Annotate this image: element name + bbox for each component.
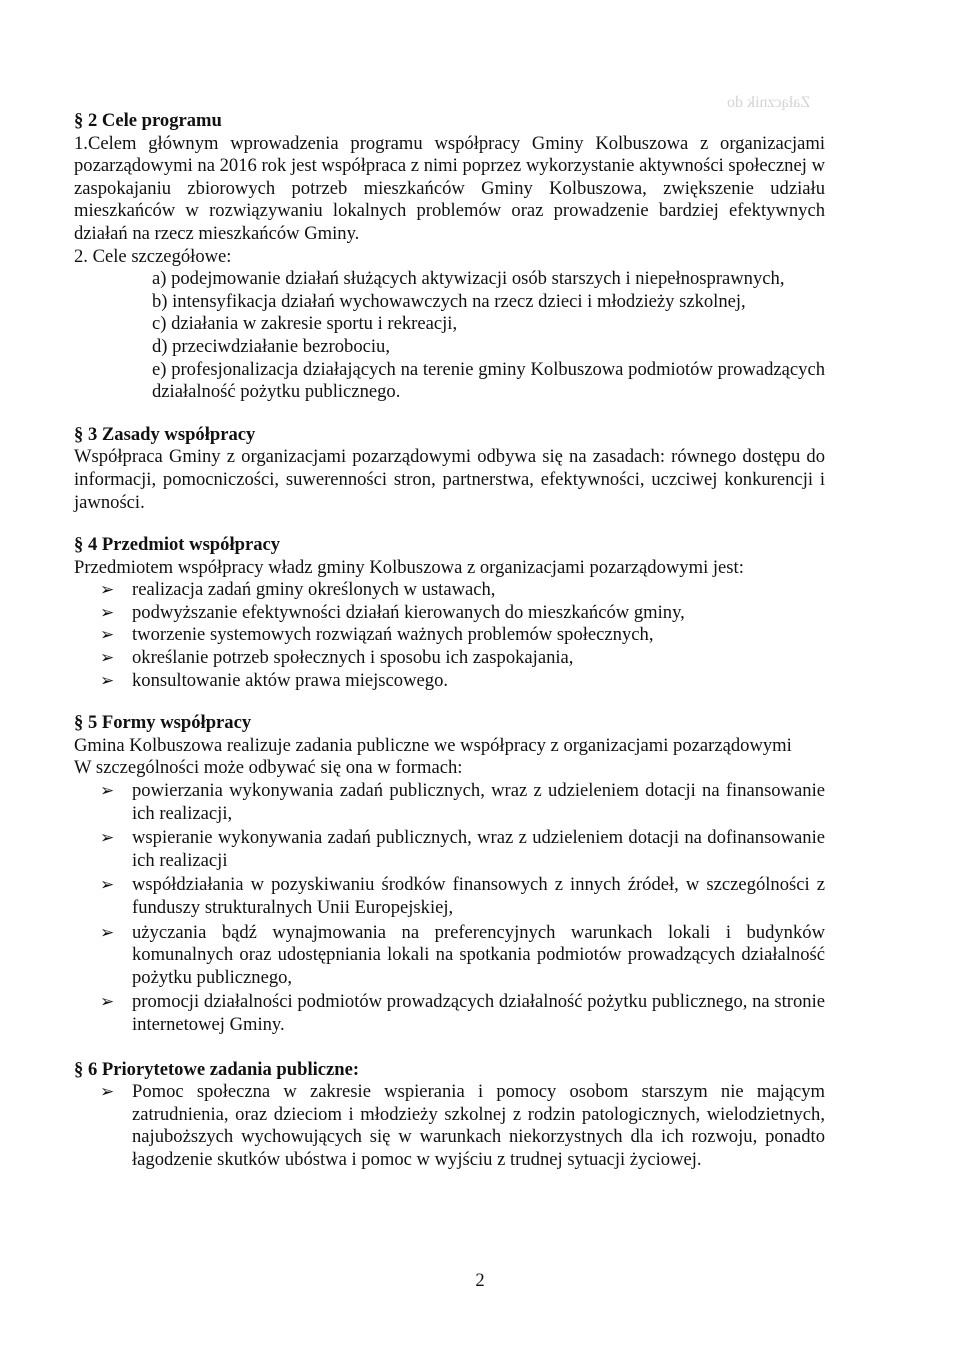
bleed-through-text: Załącznik do <box>726 94 810 111</box>
forms-intro-line-2: W szczególności może odbywać się ona w formach: <box>74 757 463 779</box>
forms-intro-line-1: Gmina Kolbuszowa realizuje zadania publiczne we współpracy z organizacjami pozarządowymi <box>74 734 792 756</box>
arrow-bullet-icon: ➢ <box>100 1082 115 1103</box>
forms-list <box>74 780 825 1037</box>
arrow-bullet-icon: ➢ <box>100 922 115 943</box>
arrow-bullet-icon: ➢ <box>100 875 115 896</box>
arrow-bullet-icon: ➢ <box>100 625 115 646</box>
list-item: ➢ powierzania wykonywania zadań publicznych, wraz z udzieleniem dotacji na finansowanie ich realizacji, <box>100 780 825 824</box>
section-principles <box>74 424 825 514</box>
objective-item: a) podejmowanie działań służących aktywizacji osób starszych i niepełnosprawnych, <box>152 268 785 290</box>
arrow-bullet-icon: ➢ <box>100 670 115 691</box>
subject-list <box>74 579 825 692</box>
list-item: ➢ współdziałania w pozyskiwaniu środków finansowych z innych źródeł, w szczególności z funduszy strukturalnych Unii Europejskiej, <box>100 874 825 918</box>
objective-item: b) intensyfikacja działań wychowawczych na rzecz dzieci i młodzieży szkolnej, <box>152 290 746 312</box>
subject-intro: Przedmiotem współpracy władz gminy Kolbuszowa z organizacjami pozarządowymi jest: <box>74 556 744 578</box>
list-item: ➢ określanie potrzeb społecznych i sposobu ich zaspokajania, <box>100 647 574 669</box>
arrow-bullet-icon: ➢ <box>100 648 115 669</box>
page-number: 2 <box>475 1270 485 1291</box>
priorities-list <box>74 1081 825 1171</box>
section-2-heading: § 2 Cele programu <box>74 110 222 131</box>
section-4-heading: § 4 Przedmiot współpracy <box>74 534 281 556</box>
list-item: ➢ promocji działalności podmiotów prowadzących działalność pożytku publicznego, na stronie internetowej Gminy. <box>100 991 825 1035</box>
section-forms <box>74 712 825 1036</box>
arrow-bullet-icon: ➢ <box>100 781 115 802</box>
objective-item: e) profesjonalizacja działających na terenie gminy Kolbuszowa podmiotów prowadzących działalność pożytku publicznego. <box>152 358 825 403</box>
arrow-bullet-icon: ➢ <box>100 828 115 849</box>
section-5-heading: § 5 Formy współpracy <box>74 712 252 734</box>
arrow-bullet-icon: ➢ <box>100 602 115 623</box>
main-goal-paragraph: 1.Celem głównym wprowadzenia programu współpracy Gminy Kolbuszowa z organizacjami pozarządowymi na 2016 rok jest współpraca z nimi poprzez wykorzystanie aktywności społecznej w zaspokajaniu zbiorowych potrzeb mieszkańców Gminy Kolbuszowa, zwiększenie udziału mieszkańców w rozwiązywaniu lokalnych problemów oraz prowadzenie bardziej efektywnych działań na rzecz mieszkańców Gminy. <box>74 132 825 244</box>
objective-item: d) przeciwdziałanie bezrobociu, <box>152 335 390 357</box>
section-3-heading: § 3 Zasady współpracy <box>74 423 256 445</box>
section-6-heading: § 6 Priorytetowe zadania publiczne: <box>74 1058 360 1080</box>
section-priorities <box>74 1059 825 1172</box>
list-item: ➢ podwyższanie efektywności działań kierowanych do mieszkańców gminy, <box>100 601 685 623</box>
arrow-bullet-icon: ➢ <box>100 580 115 601</box>
objectives-list <box>74 268 825 404</box>
specific-goals-label: 2. Cele szczegółowe: <box>74 245 232 267</box>
section-subject <box>74 534 825 692</box>
section-goals <box>74 110 825 404</box>
list-item: ➢ użyczania bądź wynajmowania na preferencyjnych warunkach lokali i budynków komunalnych oraz udostępniania lokali na spotkania podmiotów prowadzących działalność pożytku publicznego, <box>100 921 825 988</box>
list-item: ➢ konsultowanie aktów prawa miejscowego. <box>100 669 449 691</box>
arrow-bullet-icon: ➢ <box>100 992 115 1013</box>
objective-item: c) działania w zakresie sportu i rekreacji, <box>152 313 458 335</box>
principles-paragraph: Współpraca Gminy z organizacjami pozarządowymi odbywa się na zasadach: równego dostępu do informacji, pomocniczości, suwerenności stron, partnerstwa, efektywności, uczciwej konkurencji i jawności. <box>74 446 825 513</box>
list-item: ➢ tworzenie systemowych rozwiązań ważnych problemów społecznych, <box>100 624 654 646</box>
list-item: ➢ realizacja zadań gminy określonych w ustawach, <box>100 579 496 601</box>
list-item: ➢ wspieranie wykonywania zadań publicznych, wraz z udzieleniem dotacji na dofinansowanie ich realizacji <box>100 827 825 871</box>
list-item: ➢ Pomoc społeczna w zakresie wspierania i pomocy osobom starszym nie mającym zatrudnienia, oraz dzieciom i młodzieży szkolnej z rodzin patologicznych, wielodzietnych, najuboższych wychowujących się w warunkach niekorzystnych dla ich rozwoju, ponadto łagodzenie skutków ubóstwa i pomoc w wyjściu z trudnej sytuacji życiowej. <box>100 1081 825 1170</box>
